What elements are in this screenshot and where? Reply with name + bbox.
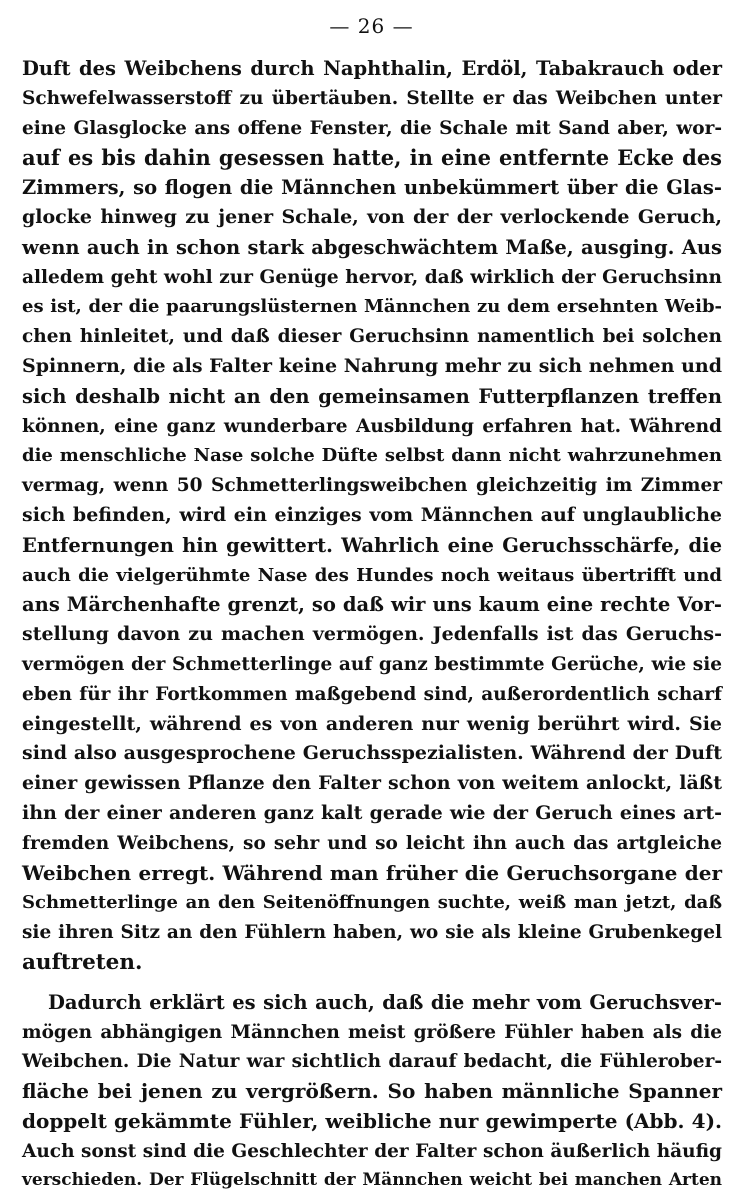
text-line: Schmetterlinge an den Seitenöffnungen suchte, weiß man jetzt, daß xyxy=(22,892,722,914)
text-line: ihn der einer anderen ganz kalt gerade wie der Geruch eines art- xyxy=(22,801,722,824)
text-line: vermag, wenn 50 Schmetterlingsweibchen gleichzeitig im Zimmer xyxy=(22,475,722,497)
text-line: auch die vielgerühmte Nase des Hundes noch weitaus übertrifft und xyxy=(22,564,722,586)
text-line: Weibchen erregt. Während man früher die Geruchsorgane der xyxy=(22,860,722,885)
text-line: Entfernungen hin gewittert. Wahrlich eine Geruchsschärfe, die xyxy=(22,533,722,557)
text-line: Weibchen. Die Natur war sichtlich darauf bedacht, die Fühlerober- xyxy=(22,1051,722,1073)
text-line: fläche bei jenen zu vergrößern. So haben männliche Spanner xyxy=(22,1079,722,1104)
text-line: verschieden. Der Flügelschnitt der Männchen weicht bei manchen Arten xyxy=(22,1170,722,1191)
text-line: ans Märchenhafte grenzt, so daß wir uns kaum eine rechte Vor- xyxy=(22,593,722,617)
text-line: wenn auch in schon stark abgeschwächtem Maße, ausging. Aus xyxy=(22,235,722,259)
text-line: chen hinleitet, und daß dieser Geruchsinn namentlich bei solchen xyxy=(22,326,722,348)
text-line: glocke hinweg zu jener Schale, von der der verlockende Geruch, xyxy=(22,205,722,228)
text-line: es ist, der die paarungslüsternen Männchen zu dem ersehnten Weib- xyxy=(22,296,722,318)
text-line: Dadurch erklärt es sich auch, daß die mehr vom Geruchsver- xyxy=(48,990,722,1014)
text-line: Duft des Weibchens durch Naphthalin, Erdöl, Tabakrauch oder xyxy=(22,57,722,80)
paragraph xyxy=(22,54,722,978)
text-line: können, eine ganz wunderbare Ausbildung erfahren hat. Während xyxy=(22,415,722,437)
text-line: fremden Weibchens, so sehr und so leicht ihn auch das artgleiche xyxy=(22,832,722,854)
text-line: doppelt gekämmte Fühler, weibliche nur gewimperte (Abb. 4). xyxy=(22,1108,722,1133)
text-line: alledem geht wohl zur Genüge hervor, daß wirklich der Geruchsinn xyxy=(22,266,722,288)
text-line: sie ihren Sitz an den Fühlern haben, wo sie als kleine Grubenkegel xyxy=(22,922,722,944)
text-line: auf es bis dahin gesessen hatte, in eine entfernte Ecke des xyxy=(22,145,722,171)
text-line: einer gewissen Pflanze den Falter schon von weitem anlockt, läßt xyxy=(22,772,722,795)
text-line: eine Glasglocke ans offene Fenster, die Schale mit Sand aber, wor- xyxy=(22,117,722,139)
page-number: — 26 — xyxy=(329,14,414,38)
body-text xyxy=(22,54,722,1196)
text-line: sich befinden, wird ein einziges vom Männchen auf unglaubliche xyxy=(22,503,722,526)
text-line: die menschliche Nase solche Düfte selbst dann nicht wahrzunehmen xyxy=(22,445,722,467)
text-line: stellung davon zu machen vermögen. Jedenfalls ist das Geruchs- xyxy=(22,623,722,646)
paragraph-gap xyxy=(22,978,722,988)
text-line: Zimmers, so flogen die Männchen unbekümmert über die Glas- xyxy=(22,176,722,200)
text-line: eingestellt, während es von anderen nur wenig berührt wird. Sie xyxy=(22,712,722,735)
text-line: sich deshalb nicht an den gemeinsamen Futterpflanzen treffen xyxy=(22,384,722,408)
text-line: Auch sonst sind die Geschlechter der Falter schon äußerlich häufig xyxy=(22,1140,722,1162)
paragraph xyxy=(22,988,722,1197)
text-line: Schwefelwasserstoff zu übertäuben. Stellte er das Weibchen unter xyxy=(22,87,722,109)
text-line: Spinnern, die als Falter keine Nahrung mehr zu sich nehmen und xyxy=(22,354,722,377)
text-line: eben für ihr Fortkommen maßgebend sind, außerordentlich scharf xyxy=(22,683,722,705)
text-line: mögen abhängigen Männchen meist größere Fühler haben als die xyxy=(22,1021,722,1043)
text-line: sind also ausgesprochene Geruchsspezialisten. Während der Duft xyxy=(22,742,722,765)
text-line: vermögen der Schmetterlinge auf ganz bestimmte Gerüche, wie sie xyxy=(22,653,722,675)
text-line: auftreten. xyxy=(22,949,143,975)
